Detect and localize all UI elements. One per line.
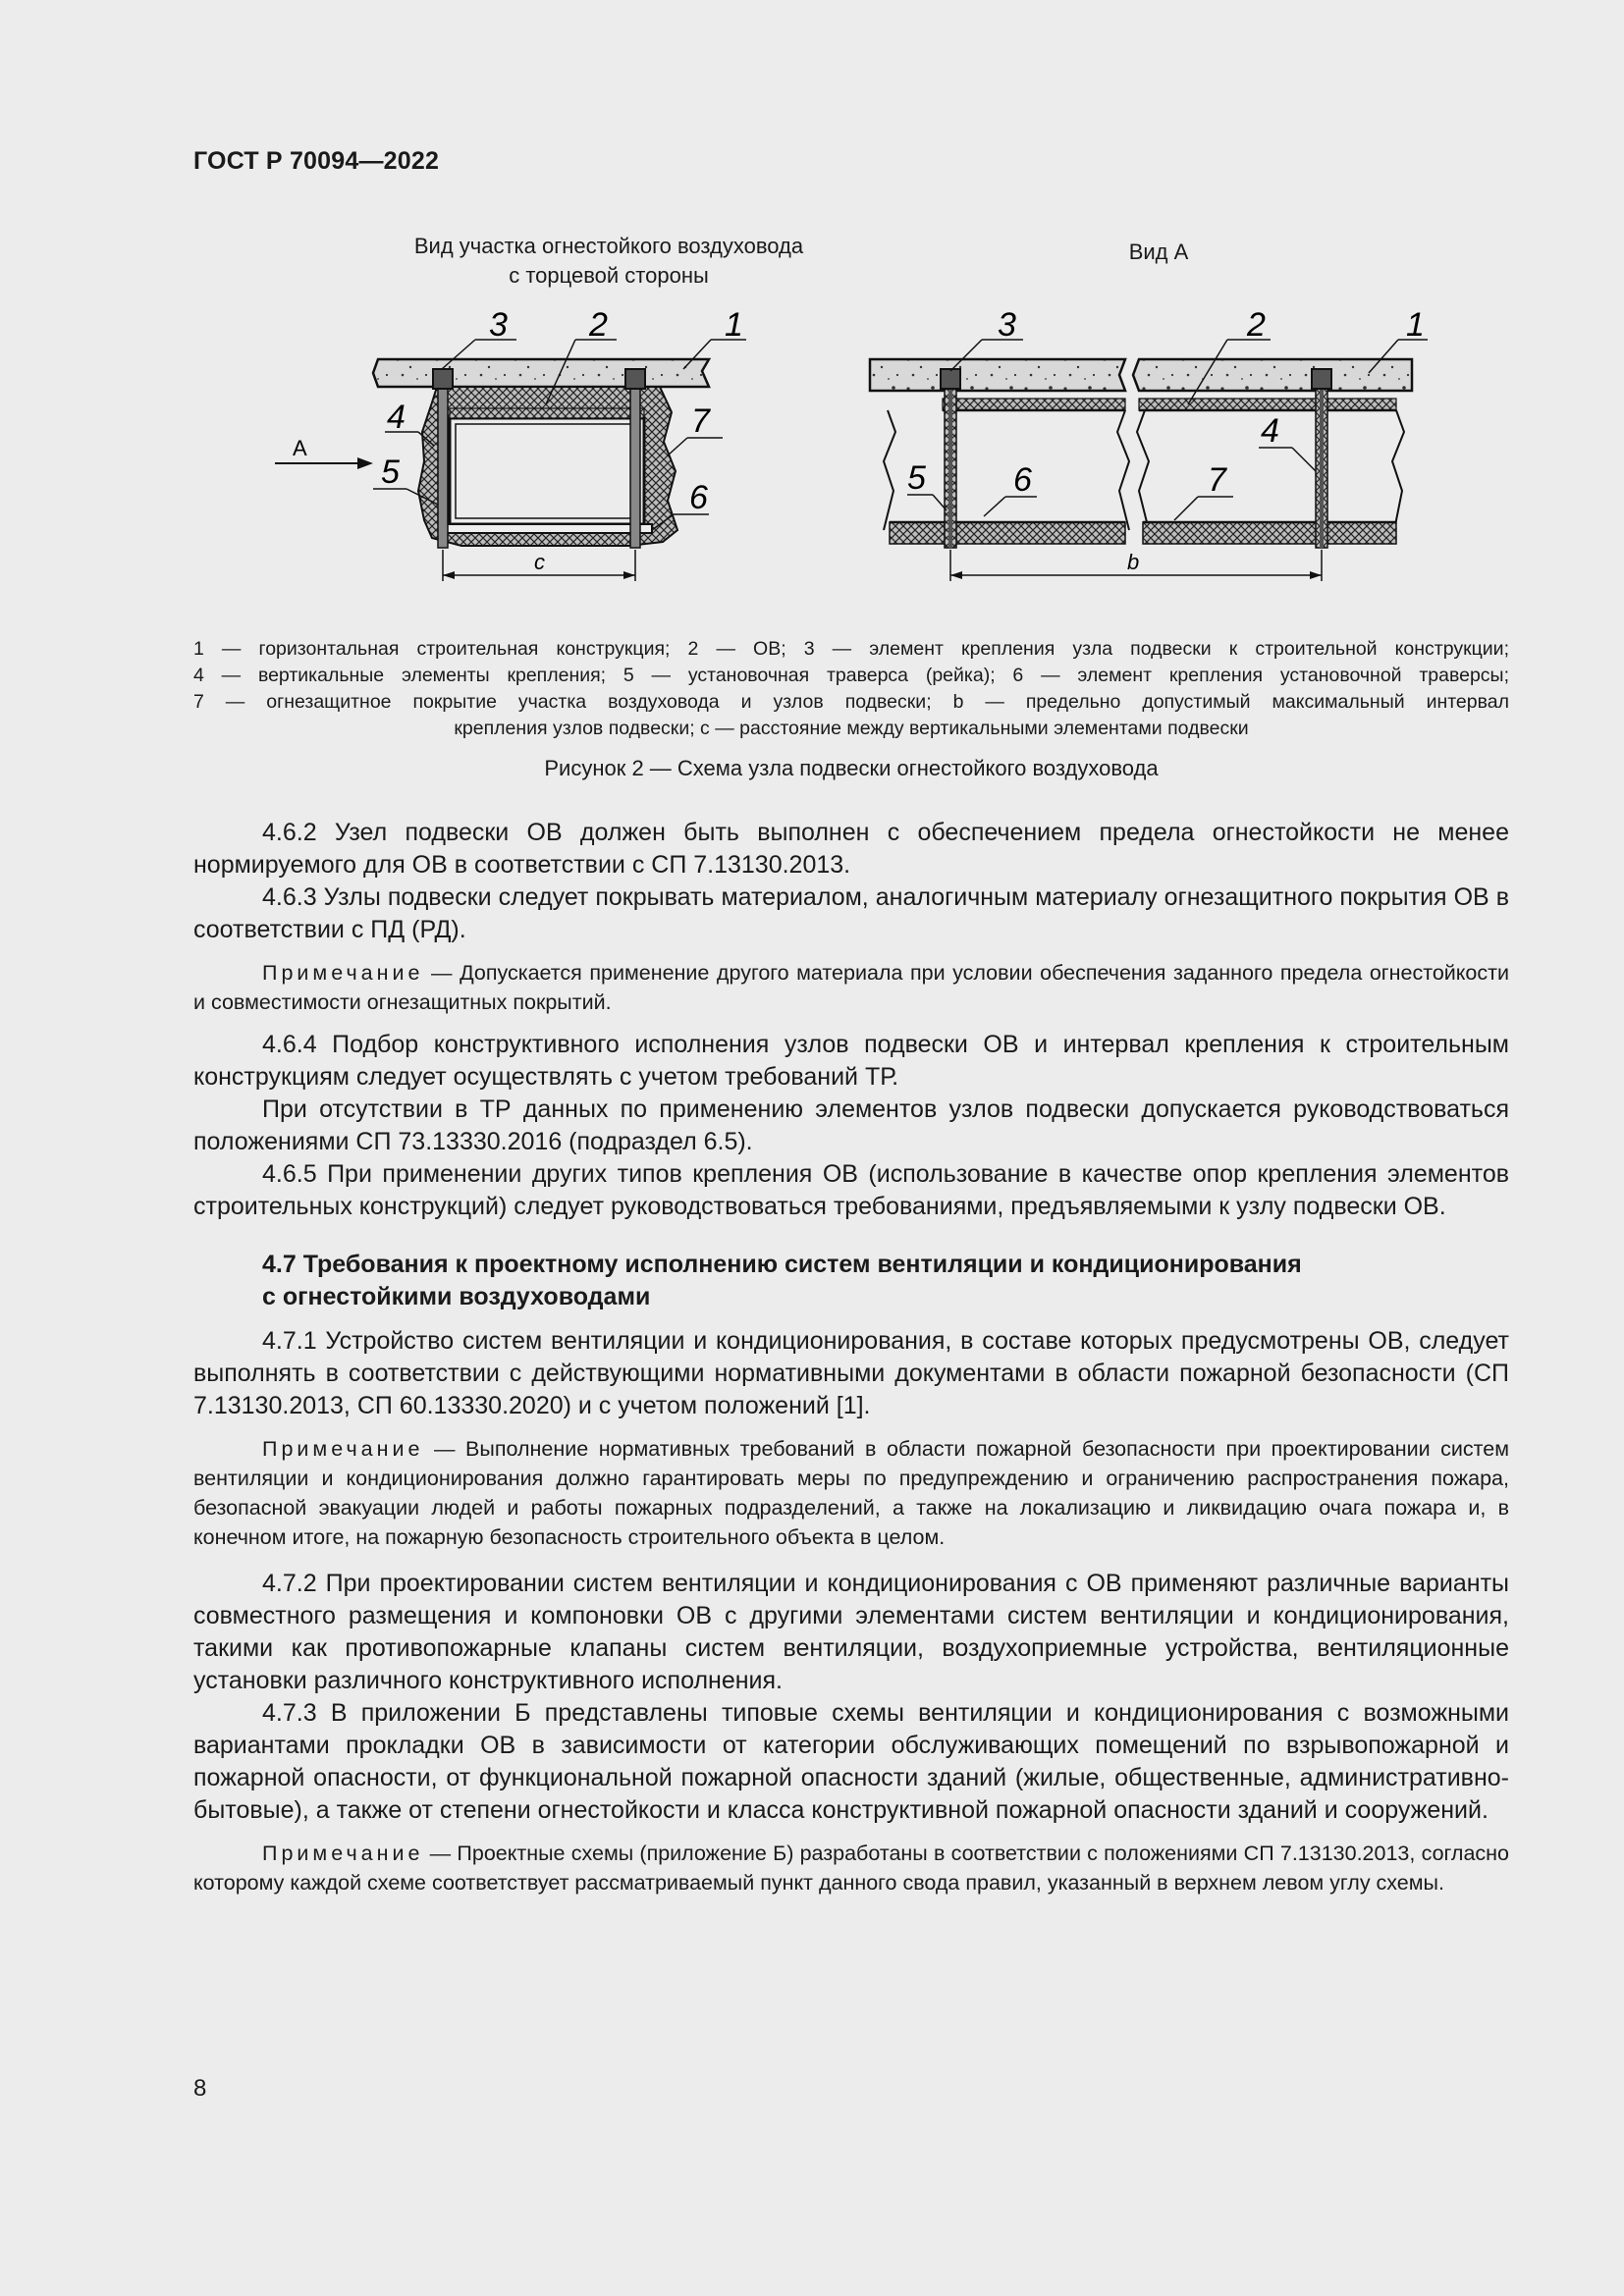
paragraph-4-6-5: 4.6.5 При применении других типов крепления ОВ (использование в качестве опор крепления элементов строительных конструкций) следует руководствоваться требованиями, предъявляемыми к узлу подвески ОВ. (193, 1160, 1509, 1220)
label-3-left: 3 (489, 306, 508, 344)
figure-left-title-line2: с торцевой стороны (509, 263, 709, 288)
label-7-right: 7 (1208, 461, 1226, 499)
section-heading-line1: 4.7 Требования к проектному исполнению систем вентиляции и кондиционирования (262, 1251, 1302, 1278)
figure-caption: Рисунок 2 — Схема узла подвески огнестойкого воздуховода (544, 756, 1159, 780)
note-text: — Допускается применение другого материала при условии обеспечения заданного предела огнестойкости и совместимости огнезащитных покрытий. (193, 961, 1509, 1014)
paragraph-4-7-1: 4.7.1 Устройство систем вентиляции и кондиционирования, в составе которых предусмотрены ОВ, следует выполнять в соответствии с действующими нормативными документами в области пожарной безопасности (СП 7.13130.2013, СП 60.13330.2020) и с учетом положений [1]. (193, 1327, 1509, 1419)
legend-line: 4 — вертикальные элементы крепления; 5 — установочная траверса (рейка); 6 — элемент крепления установочной траверсы; (193, 665, 1509, 686)
right-view (870, 306, 1428, 581)
left-traverse (442, 524, 652, 533)
label-dim-c: c (534, 550, 545, 574)
paragraph-4-7-3: 4.7.3 В приложении Б представлены типовые схемы вентиляции и кондиционирования с возможными вариантами прокладки ОВ в зависимости от категории обслуживающих помещений по взрывопожарной и пожарной опасности, от функциональной пожарной опасности зданий (жилые, общественные, административно-бытовые), а также от степени огнестойкости и класса конструктивной пожарной опасности зданий и сооружений. (193, 1699, 1509, 1824)
left-duct (450, 418, 644, 524)
paragraph-4-6-4b: При отсутствии в ТР данных по применению элементов узлов подвески допускается руководствоваться положениями СП 73.13330.2016 (подраздел 6.5). (193, 1095, 1509, 1155)
note-1 (193, 958, 1509, 1017)
label-5-right: 5 (907, 459, 926, 497)
label-1-left: 1 (725, 306, 743, 344)
left-slab (373, 359, 709, 387)
section-heading-line2: с огнестойкими воздуховодами (262, 1283, 651, 1310)
label-4-left: 4 (387, 399, 406, 436)
label-1-right: 1 (1406, 306, 1425, 344)
label-2-right: 2 (1247, 306, 1266, 344)
note-label: Примечание (262, 961, 424, 985)
label-2-left: 2 (589, 306, 608, 344)
label-6-right: 6 (1013, 461, 1032, 499)
right-bottom-coating (890, 522, 1125, 544)
paragraph-4-6-4: 4.6.4 Подбор конструктивного исполнения узлов подвески ОВ и интервал крепления к строительным конструкциям следует осуществлять с учетом требований ТР. (193, 1031, 1509, 1091)
paragraph-4-6-2: 4.6.2 Узел подвески ОВ должен быть выполнен с обеспечением предела огнестойкости не менее нормируемого для ОВ в соответствии с СП 7.13130.2013. (193, 819, 1509, 879)
document-id: ГОСТ Р 70094—2022 (193, 147, 440, 175)
label-5-left: 5 (381, 454, 400, 491)
label-3-right: 3 (998, 306, 1016, 344)
paragraph-4-7-2: 4.7.2 При проектировании систем вентиляции и кондиционирования с ОВ применяют различные варианты совместного размещения и компоновки ОВ с другими элементами систем вентиляции и кондиционирования, такими как противопожарные клапаны систем вентиляции, воздухоприемные устройства, вентиляционные установки различного конструктивного исполнения. (193, 1570, 1509, 1694)
document-body (193, 817, 1509, 1897)
label-arrow-a: А (293, 436, 307, 460)
right-slab-right (1133, 359, 1412, 391)
note-label: Примечание (262, 1437, 424, 1461)
figure-right-title: Вид А (1128, 240, 1189, 264)
figure-legend (193, 636, 1509, 742)
section-heading-4-7 (193, 1249, 1509, 1313)
legend-line: крепления узлов подвески; c — расстояние между вертикальными элементами подвески (454, 718, 1249, 739)
note-3 (193, 1839, 1509, 1897)
figure-left-title-line1: Вид участка огнестойкого воздуховода (413, 234, 804, 258)
note-2 (193, 1434, 1509, 1552)
note-label: Примечание (262, 1842, 424, 1865)
legend-line: 7 — огнезащитное покрытие участка воздуховода и узлов подвески; b — предельно допустимый максимальный интервал (193, 691, 1509, 713)
label-4-right: 4 (1261, 412, 1279, 450)
left-view (275, 306, 746, 581)
note-text: — Выполнение нормативных требований в области пожарной безопасности при проектировании систем вентиляции и кондиционирования должно гарантировать меры по предупреждению и ограничению распространения пожара, безопасной эвакуации людей и работы пожарных подразделений, а также на локализацию и ликвидацию очага пожара и, в конечном итоге, на пожарную безопасность строительного объекта в целом. (193, 1437, 1509, 1549)
label-7-left: 7 (691, 402, 710, 440)
paragraph-4-6-3: 4.6.3 Узлы подвески следует покрывать материалом, аналогичным материалу огнезащитного покрытия ОВ в соответствии с ПД (РД). (193, 883, 1509, 943)
note-text: — Проектные схемы (приложение Б) разработаны в соответствии с положениями СП 7.13130.2013, согласно которому каждой схеме соответствует рассматриваемый пункт данного свода правил, указанный в верхнем левом углу схемы. (193, 1842, 1509, 1895)
suspension-diagram (0, 0, 1624, 628)
label-6-left: 6 (689, 479, 708, 516)
page-number: 8 (193, 2075, 207, 2102)
label-dim-b: b (1127, 550, 1140, 574)
right-slab-left (870, 359, 1125, 391)
legend-line: 1 — горизонтальная строительная конструкция; 2 — ОВ; 3 — элемент крепления узла подвески к строительной конструкции; (193, 638, 1509, 660)
